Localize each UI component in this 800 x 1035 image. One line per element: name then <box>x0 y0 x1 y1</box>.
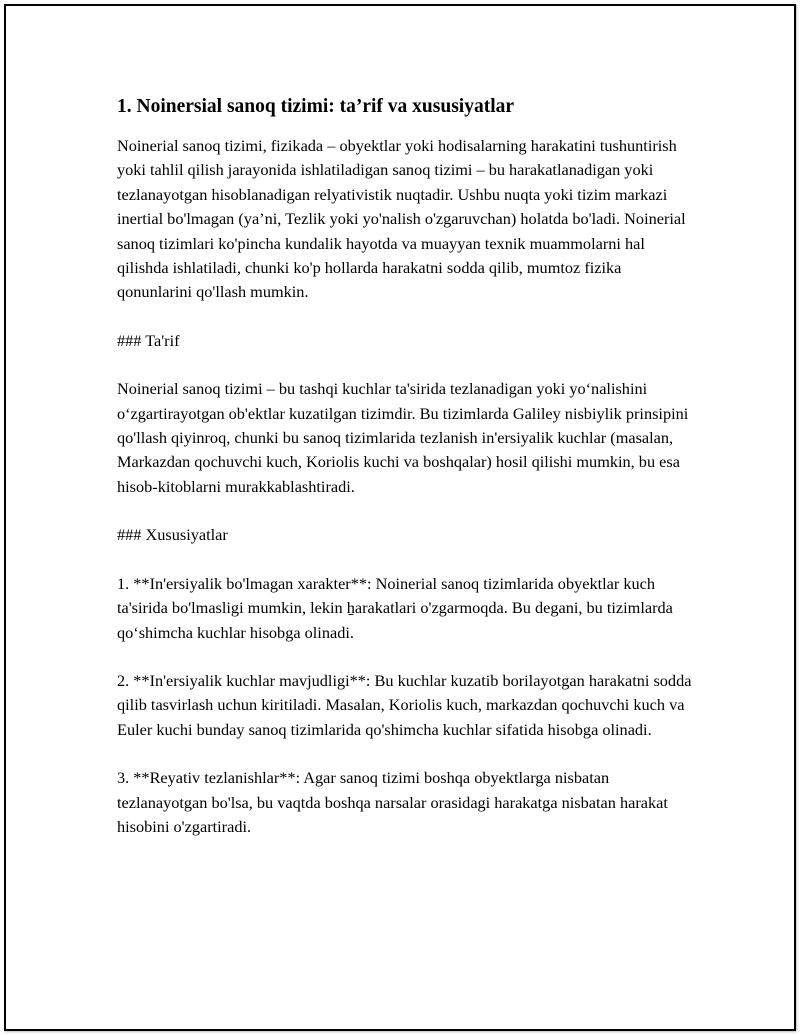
intro-paragraph: Noinerial sanoq tizimi, fizikada – obyektlar yoki hodisalarning harakatini tushuntirish yoki tahlil qilish jarayonida ishlatiladigan sanoq tizimi – bu harakatlanadigan yoki tezlanayotgan hisoblanadigan relyativistik nuqtadir. Ushbu nuqta yoki tizim markazi inertial bo'lmagan (ya’ni, Tezlik yoki yo'nalish o'zgaruvchan) holatda bo'ladi. Noinerial sanoq tizimlari ko'pincha kundalik hayotda va muayyan texnik muammolarni hal qilishda ishlatiladi, chunki ko'p hollarda harakatni sodda qilib, mumtoz fizika qonunlarini qo'llash mumkin. <box>117 136 686 302</box>
properties-heading: ### Xususiyatlar <box>117 525 228 545</box>
document-title: 1. Noinersial sanoq tizimi: ta’rif va xususiyatlar <box>117 96 515 117</box>
document-body <box>117 94 697 863</box>
property-item-1: 1. **In'ersiyalik bo'lmagan xarakter**: Noinerial sanoq tizimlarida obyektlar kuch ta'sirida bo'lmasligi mumkin, lekin ẖarakatlari o'zgarmoqda. Bu degani, bu tizimlarda qo‘shimcha kuchlar hisobga olinadi. <box>117 573 673 642</box>
property-item-3: 3. **Reyativ tezlanishlar**: Agar sanoq tizimi boshqa obyektlarga nisbatan tezlanayotgan bo'lsa, bu vaqtda boshqa narsalar orasidagi harakatga nisbatan harakat hisobini o'zgartiradi. <box>117 768 668 836</box>
definition-heading: ### Ta'rif <box>117 330 180 350</box>
property-item-2: 2. **In'ersiyalik kuchlar mavjudligi**: Bu kuchlar kuzatib borilayotgan harakatni sodda qilib tasvirlash uchun kiritiladi. Masalan, Koriolis kuch, markazdan qochuvchi kuch va Euler kuchi bunday sanoq tizimlarida qo'shimcha kuchlar sifatida hisobga olinadi. <box>117 670 692 739</box>
definition-paragraph: Noinerial sanoq tizimi – bu tashqi kuchlar ta'sirida tezlanadigan yoki yo‘nalishini o‘zgartirayotgan ob'ektlar kuzatilgan tizimdir. Bu tizimlarda Galiley nisbiylik prinsipini qo'llash qiyinroq, chunki bu sanoq tizimlarida tezlanish in'ersiyalik kuchlar (masalan, Markazdan qochuvchi kuch, Koriolis kuchi va boshqalar) hosil qilishi mumkin, bu esa hisob-kitoblarni murakkablashtiradi. <box>117 379 689 496</box>
